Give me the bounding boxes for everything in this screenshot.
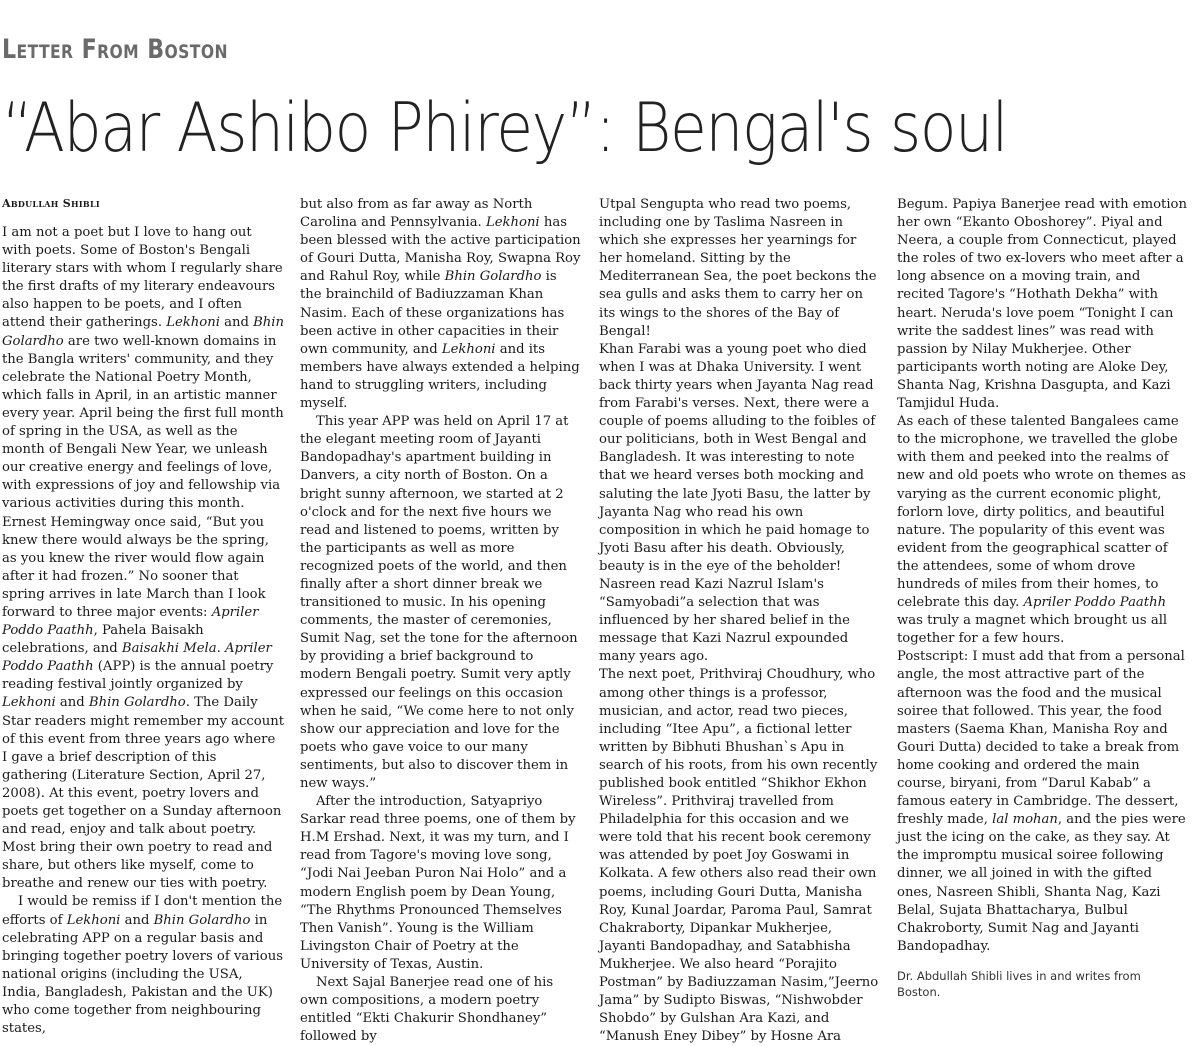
column-body: [2, 224, 284, 1038]
paragraph: Begum. Papiya Banerjee read with emotion her own “Ekanto Oboshorey”. Piyal and Neera, a couple from Connecticut, played the roles of two ex-lovers who meet after a long absence on a moving train, and recited Tagore's “Hothath Dekha” with heart. Neruda's love poem “Tonight I can write the saddest lines” was read with passion by Nilay Mukherjee. Other participants worth noting are Aloke Dey, Shanta Nag, Krishna Dasgupta, and Kazi Tamjidul Huda.: [897, 197, 1187, 412]
paragraph: After the introduction, Satyapriyo Sarkar read three poems, one of them by H.M Ershad. Next, it was my turn, and I read from Tagore's moving love song, “Jodi Nai Jeeban Puron Nai Holo” and a modern English poem by Dean Young, “The Rhythms Pronounced Themselves Then Vanish”. Young is the William Livingston Chair of Poetry at the University of Texas, Austin.: [300, 794, 576, 972]
column-body: [300, 196, 582, 1046]
byline: Abdullah Shibli: [2, 197, 100, 210]
article-column-3: [599, 196, 881, 1045]
paragraph: Postscript: I must add that from a personal angle, the most attractive part of the afternoon was the food and the musical soiree that followed. This year, the food masters (Saema Khan, Manisha Roy and Gouri Dutta) decided to take a break from home cooking and ordered the main course, biryani, from “Darul Kabab” a famous eatery in Cambridge. The dessert, freshly made, lal mohan, and the pies were just the icing on the cake, as they say. At the impromptu musical soiree following dinner, we all joined in with the gifted ones, Nasreen Shibli, Shanta Nag, Kazi Belal, Sujata Bhattacharya, Bulbul Chakroborty, Sumit Nag and Jayanti Bandopadhay.: [897, 649, 1186, 954]
paragraph: I am not a poet but I love to hang out with poets. Some of Boston's Bengali literary stars with whom I regularly share the first drafts of my literary endeavours also happen to be poets, and I often attend their gatherings. Lekhoni and Bhin Golardho are two well-known domains in the Bangla writers' community, and they celebrate the National Poetry Month, which falls in April, in an artistic manner every year. April being the first full month of spring in the USA, as well as the month of Bengali New Year, we unleash our creative energy and feelings of love, with expressions of joy and fellowship via various activities during this month.: [2, 225, 285, 512]
section-label: Letter From Boston: [2, 34, 228, 65]
paragraph: This year APP was held on April 17 at the elegant meeting room of Jayanti Bandopadhay's apartment building in Danvers, a city north of Boston. On a bright sunny afternoon, we started at 2 o'clock and for the next five hours we read and listened to poems, written by the participants as well as more recognized poets of the world, and then finally after a short dinner break we transitioned to music. In his opening comments, the master of ceremonies, Sumit Nag, set the tone for the afternoon by providing a brief background to modern Bengali poetry. Sumit very aptly expressed our feelings on this occasion when he said, “We come here to not only show our appreciation and love for the poets who gave voice to our many sentiments, but also to discover them in new ways.”: [300, 414, 578, 791]
article-column-4: [897, 196, 1187, 1000]
paragraph: Khan Farabi was a young poet who died when I was at Dhaka University. I went back thirty years when Jayanta Nag read from Farabi's verses. Next, there were a couple of poems alluding to the foibles of our politicians, both in West Bengal and Bangladesh. It was interesting to note that we heard verses both mocking and saluting the late Jyoti Basu, the latter by Jayanta Nag who read his own composition in which he paid homage to Jyoti Basu after his death. Obviously, beauty is in the eye of the beholder! Nasreen read Kazi Nazrul Islam's “Samyobadi”a selection that was influenced by her shared belief in the message that Kazi Nazrul expounded many years ago.: [599, 341, 876, 665]
column-body: [599, 196, 881, 1046]
paragraph: As each of these talented Bangalees came to the microphone, we travelled the globe with them and peeked into the realms of new and old poets who wrote on themes as varying as the current economic plight, forlorn love, dirty politics, and beautiful nature. The popularity of this event was evident from the geographical scatter of the attendees, some of whom drove hundreds of miles from their homes, to celebrate this day. Apriler Poddo Paathh was truly a magnet which brought us all together for a few hours.: [897, 414, 1186, 647]
paragraph: The next poet, Prithviraj Choudhury, who among other things is a professor, musician, and actor, read two pieces, including “Itee Apu”, a fictional letter written by Bibhuti Bhushan`s Apu in search of his roots, from his own recently published book entitled “Shikhor Ekhon Wireless”. Prithviraj travelled from Philadelphia for this occasion and we were told that his recent book ceremony was attended by poet Joy Goswami in Kolkata. A few others also read their own poems, including Gouri Dutta, Manisha Roy, Kunal Joardar, Paroma Paul, Samrat Chakraborty, Dipankar Mukherjee, Jayanti Bandopadhay, and Satabhisha Mukherjee. We also heard “Porajito Postman” by Badiuzzaman Nasim,”Jeerno Jama” by Sudipto Biswas, “Nishwobder Shobdo” by Gulshan Ara Kazi, and “Manush Eney Dibey” by Hosne Ara: [599, 667, 879, 1045]
paragraph: but also from as far away as North Carolina and Pennsylvania. Lekhoni has been blessed with the active participation of Gouri Dutta, Manisha Roy, Swapna Roy and Rahul Roy, while Bhin Golardho is the brainchild of Badiuzzaman Khan Nasim. Each of these organizations has been active in other capacities in their own community, and Lekhoni and its members have always extended a helping hand to struggling writers, including myself.: [300, 197, 581, 412]
author-note: Dr. Abdullah Shibli lives in and writes from Boston.: [897, 968, 1141, 999]
paragraph: Ernest Hemingway once said, “But you knew there would always be the spring, as you knew the river would flow again after it had frozen.” No sooner that spring arrives in late March than I look forward to three major events: Apriler Poddo Paathh, Pahela Baisakh celebrations, and Baisakhi Mela. Apriler Poddo Paathh (APP) is the annual poetry reading festival jointly organized by Lekhoni and Bhin Golardho. The Daily Star readers might remember my account of this event from three years ago where I gave a brief description of this gathering (Literature Section, April 27, 2008). At this event, poetry lovers and poets get together on a Sunday afternoon and read, enjoy and talk about poetry. Most bring their own poetry to read and share, but others like myself, come to breathe and renew our ties with poetry.: [2, 514, 284, 892]
paragraph: I would be remiss if I don't mention the efforts of Lekhoni and Bhin Golardho in celebrating APP on a regular basis and bringing together poetry lovers of various national origins (including the USA, India, Bangladesh, Pakistan and the UK) who come together from neighbouring states,: [2, 894, 283, 1037]
article-column-2: [300, 196, 582, 1045]
headline: “Abar Ashibo Phirey”: Bengal's soul: [2, 89, 1008, 168]
paragraph: Utpal Sengupta who read two poems, including one by Taslima Nasreen in which she expresses her yearnings for her homeland. Sitting by the Mediterranean Sea, the poet beckons the sea gulls and asks them to carry her on its wings to the shores of the Bay of Bengal!: [599, 197, 877, 339]
article-column-1: [2, 196, 285, 1037]
column-body: [897, 196, 1187, 956]
paragraph: Next Sajal Banerjee read one of his own compositions, a modern poetry entitled “Ekti Chakurir Shondhaney” followed by: [300, 975, 554, 1045]
